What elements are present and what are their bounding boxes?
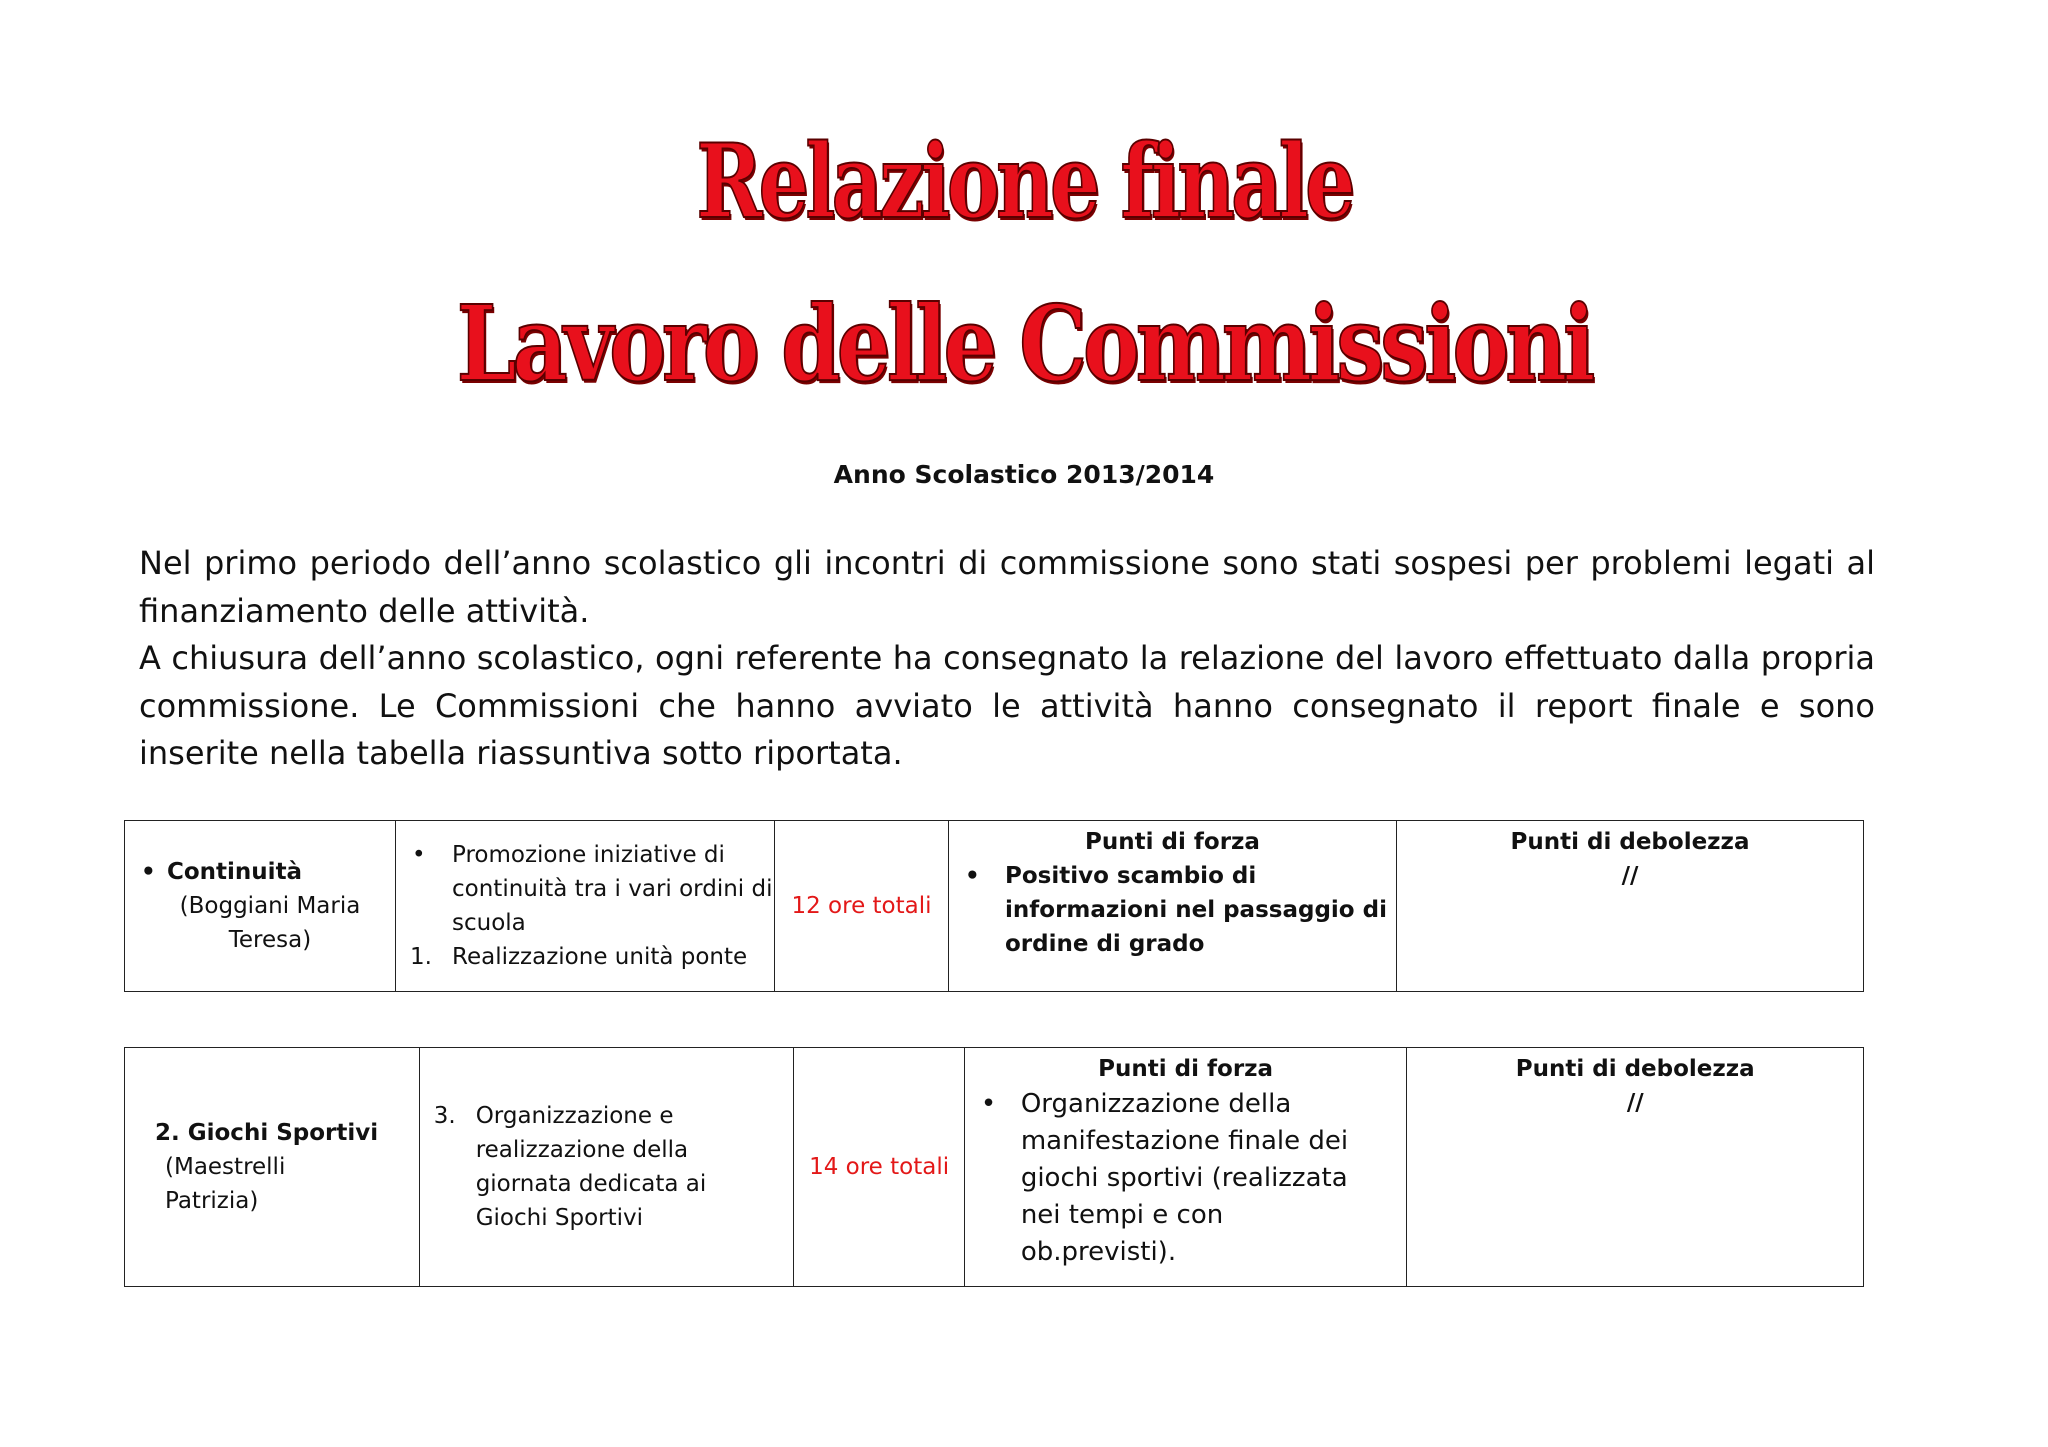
hours-cell: 12 ore totali xyxy=(775,821,949,992)
title-line-1: Relazione finale xyxy=(696,122,1352,242)
activity-number: 1. xyxy=(410,944,432,970)
activity-item: • Promozione iniziative di continuità tra i vari ordini di scuola xyxy=(396,838,774,940)
strengths-header: Punti di forza xyxy=(1085,829,1260,855)
commission-cell xyxy=(125,821,396,992)
strength-item: • Organizzazione della manifestazione finale dei giochi sportivi (realizzata nei tempi e con ob.previsti). xyxy=(965,1086,1407,1271)
commission-table-giochi-sportivi xyxy=(124,1047,1864,1287)
weaknesses-header: Punti di debolezza xyxy=(1510,829,1750,855)
referent-line-2: Patrizia) xyxy=(165,1188,259,1214)
weaknesses-cell xyxy=(1407,1048,1864,1287)
commission-cell xyxy=(125,1048,420,1287)
activity-text: Realizzazione unità ponte xyxy=(452,944,748,970)
strength-item: • Positivo scambio di informazioni nel passaggio di ordine di grado xyxy=(949,859,1396,961)
table-row xyxy=(125,821,1864,992)
intro-text xyxy=(139,540,1875,778)
school-year: Anno Scolastico 2013/2014 xyxy=(833,460,1215,489)
strengths-cell xyxy=(964,1048,1407,1287)
commission-name: • Continuità xyxy=(125,855,395,889)
title-line-2: Lavoro delle Commissioni xyxy=(456,282,1592,405)
commission-name: 2. Giochi Sportivi xyxy=(155,1120,379,1146)
weakness-value: // xyxy=(1626,1090,1644,1116)
activity-text: Organizzazione e realizzazione della giornata dedicata ai Giochi Sportivi xyxy=(475,1103,707,1231)
activity-item xyxy=(420,1099,794,1235)
referent-line-1: (Boggiani Maria xyxy=(179,893,361,919)
weaknesses-cell xyxy=(1397,821,1864,992)
activity-number: 3. xyxy=(433,1103,456,1129)
intro-paragraph-2: A chiusura dell’anno scolastico, ogni referente ha consegnato la relazione del lavoro effettuato dalla propria commissione. Le Commissioni che hanno avviato le attività hanno consegnato il report finale e sono inserite nella tabella riassuntiva sotto riportata. xyxy=(139,639,1875,772)
commission-table-continuita xyxy=(124,820,1864,992)
activities-cell xyxy=(419,1048,794,1287)
table-row xyxy=(125,1048,1864,1287)
weakness-value: // xyxy=(1621,863,1639,889)
strengths-header: Punti di forza xyxy=(1098,1056,1274,1082)
activity-item xyxy=(396,940,774,974)
weaknesses-header: Punti di debolezza xyxy=(1515,1056,1755,1082)
intro-paragraph-1: Nel primo periodo dell’anno scolastico gli incontri di commissione sono stati sospesi per problemi legati al finanziamento delle attività. xyxy=(139,544,1875,630)
strengths-cell xyxy=(949,821,1397,992)
referent-line-2: Teresa) xyxy=(228,927,312,953)
activities-cell xyxy=(396,821,775,992)
hours-cell: 14 ore totali xyxy=(794,1048,964,1287)
referent-line-1: (Maestrelli xyxy=(165,1154,286,1180)
